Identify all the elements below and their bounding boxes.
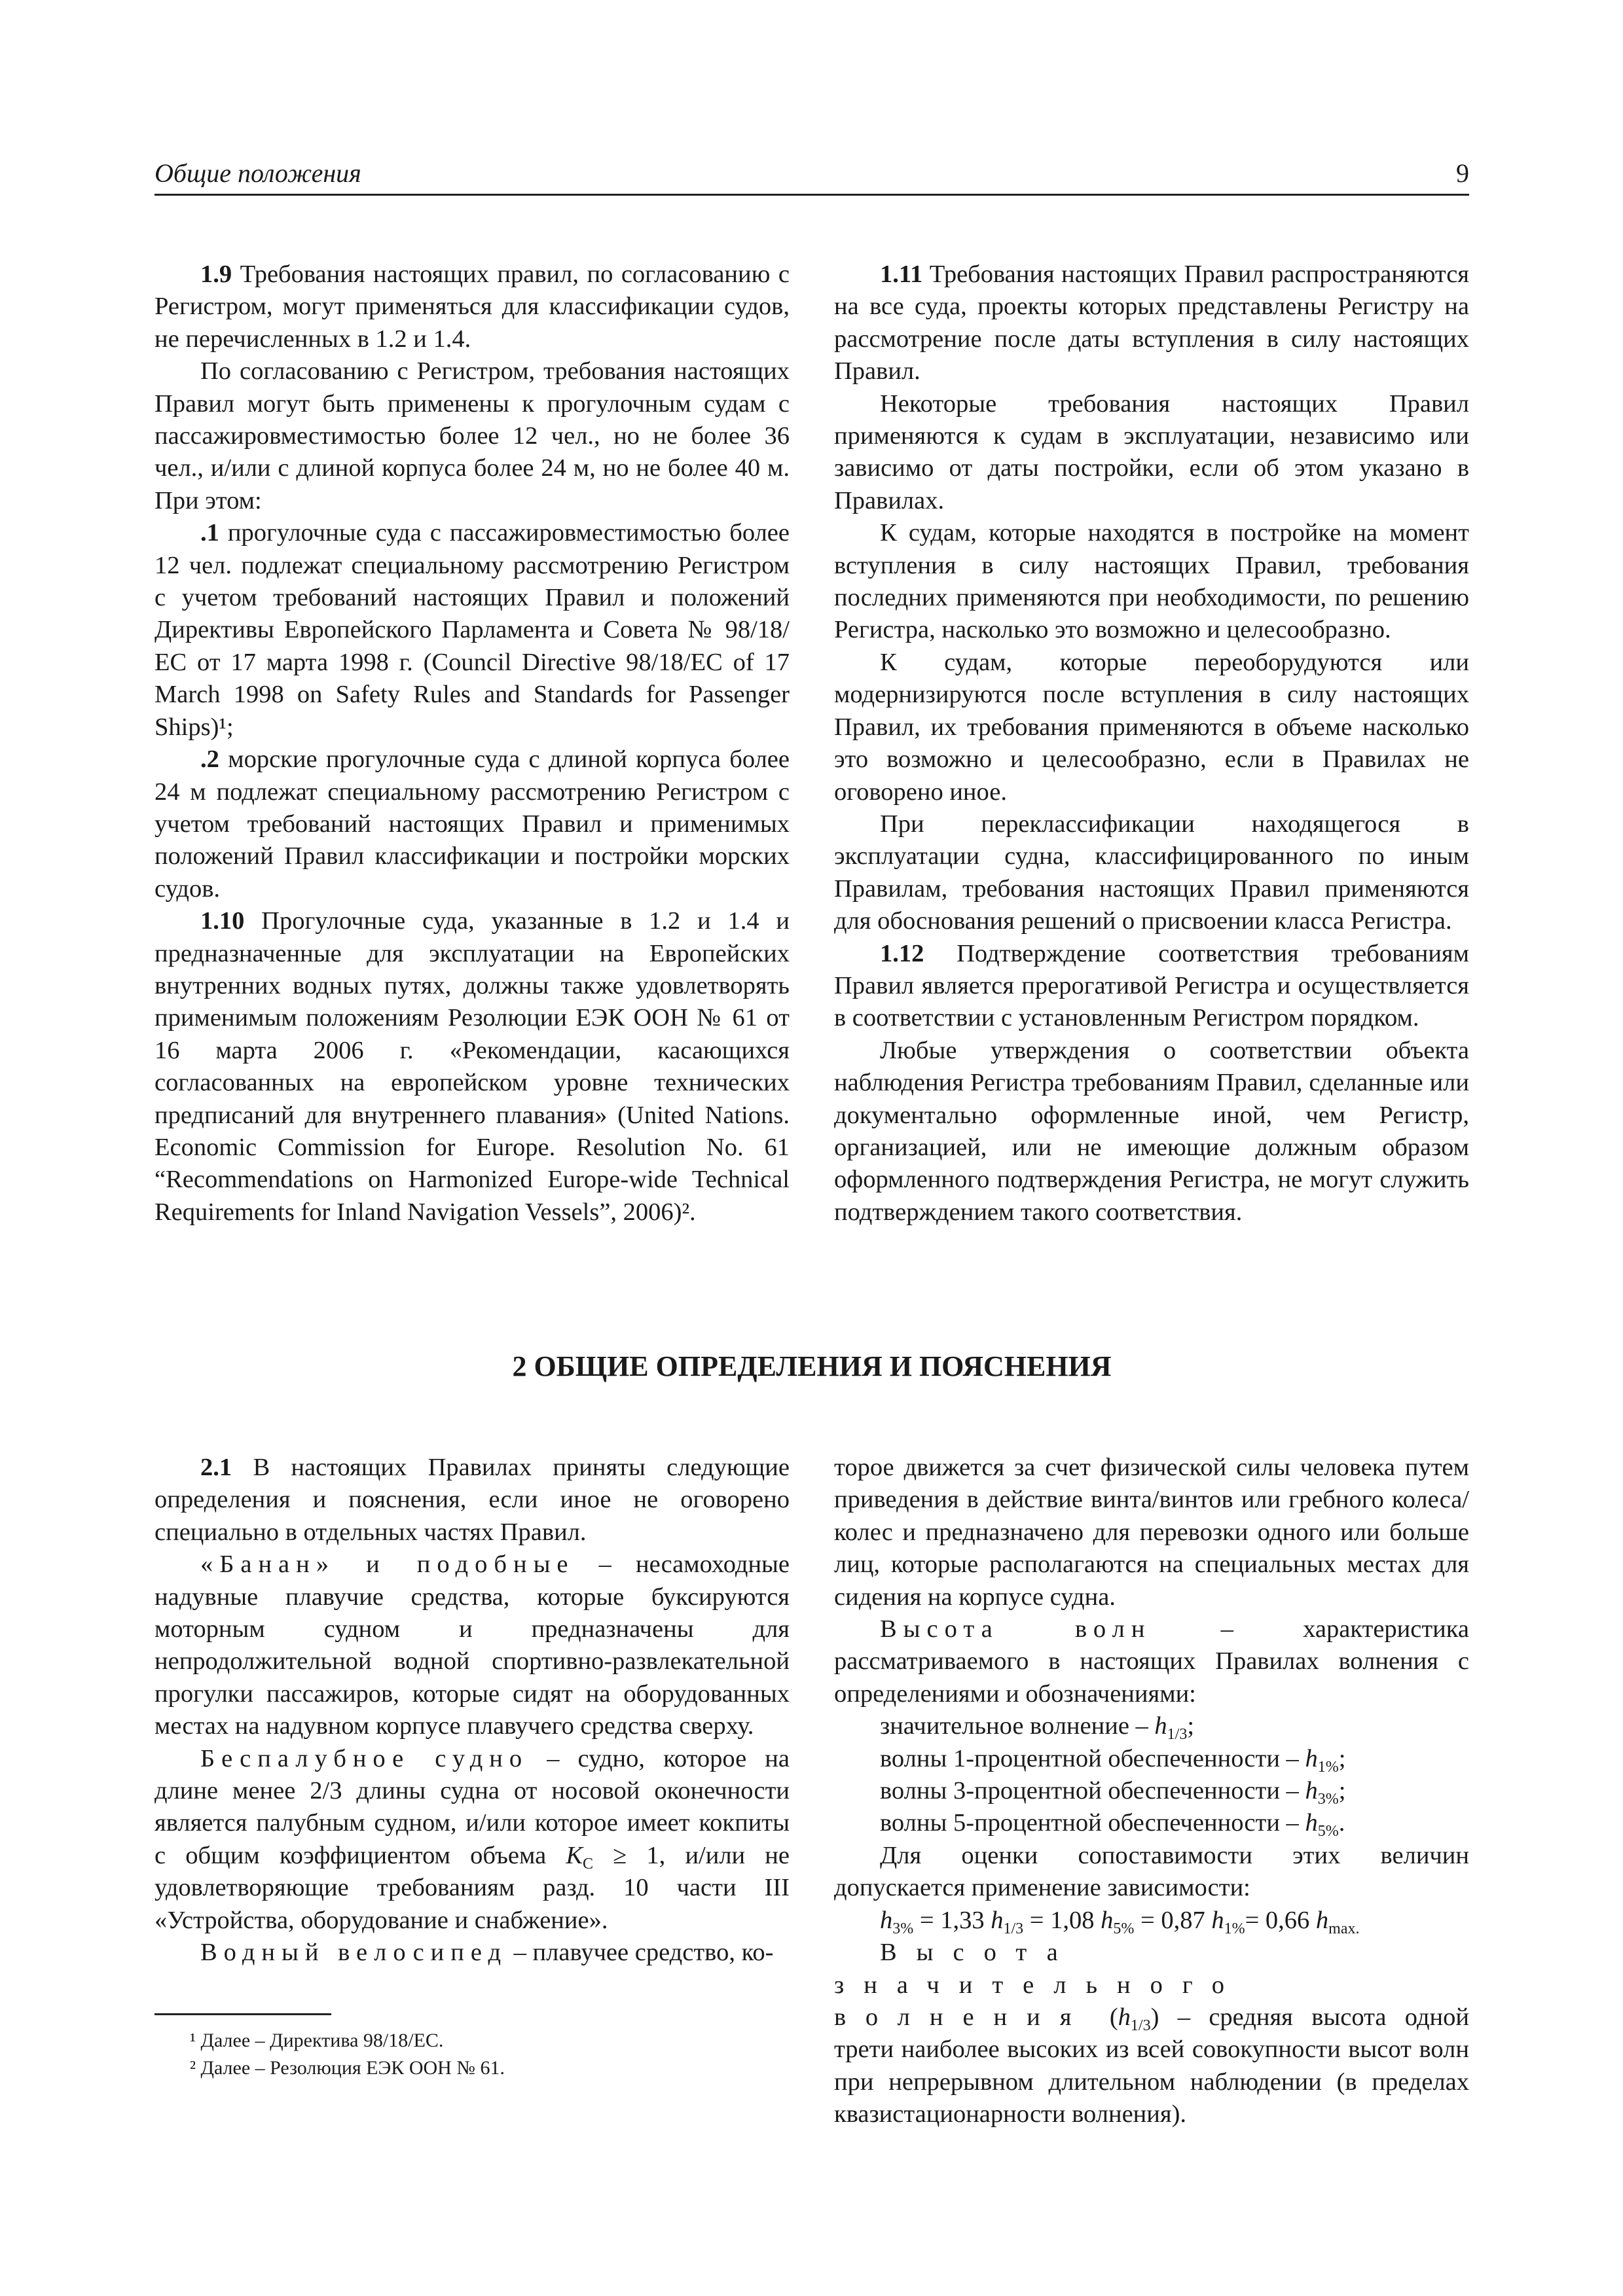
symbol-h: h <box>991 1906 1004 1934</box>
defined-term: Высота волн <box>880 1615 1152 1643</box>
paragraph-text: прогулочные суда с пассажировместимостью более 12 чел. подлежат специальному рассмотрению Регистром с учетом требований настоящих Правил и положений Директивы Европейского Парламента и Совета № 98/18/ЕС от 17 марта 1998 г. (Council Directive 98/18/EC of 17 March 1998 on Safety Rules and Standards for Passenger Ships)¹; <box>155 519 790 741</box>
clause-number: 1.12 <box>880 939 924 967</box>
symbol-h: h <box>1305 1777 1318 1805</box>
symbol-subscript: 5% <box>1317 1823 1339 1840</box>
paragraph-text: морские прогулочные суда с длиной корпуса более 24 м подлежат специальному рассмотрению Регистром с учетом требований настоящих Правил и применимых положений Правил классификации и постройки морских судов. <box>155 745 790 903</box>
definition-significant-wave: Высота значительного волнения $(h_{1/3})$ – средняя высота одной трети наиболее высоких из всей совокупности высот волн при непрерывном длительном наблюдении (в пределах квазистационарности волнения). <box>834 1939 1469 2128</box>
definition-text: – средняя высота одной трети наиболее высоких из всей совокупности высот волн при непрерывном длительном наблюдении (в пределах квазистационарности волнения). <box>834 2003 1469 2128</box>
item-number: .2 <box>200 745 219 774</box>
paragraph <box>834 647 1469 808</box>
list-text: волны 3-процентной обеспеченности – <box>880 1777 1305 1805</box>
list-punct: ; <box>1338 1744 1346 1772</box>
symbol-h: h <box>1211 1906 1224 1934</box>
wave-list-item <box>834 1743 1469 1775</box>
symbol-h: h <box>1154 1712 1167 1740</box>
paragraph-text: Прогулочные суда, указанные в 1.2 и 1.4 и предназначенные для эксплуатации на Европейских внутренних водных путях, должны также удовлетворять применимым положениям Резолюции ЕЭК ООН № 61 от 16 марта 2006 г. «Рекомендации, касающихся согласованных на европейском уровне технических предписаний для внутреннего плавания» (United Nations. Economic Commission for Europe. Resolution No. 61 “Recommendations on Harmonized Europe-wide Technical Requirements for Inland Navigation Vessels”, 2006)². <box>155 907 790 1226</box>
paragraph <box>834 1840 1469 1905</box>
right-column-upper <box>834 259 1469 1229</box>
definition-text: – плавучее средство, ко- <box>507 1939 774 1967</box>
symbol-subscript: 1% <box>1317 1758 1339 1776</box>
formula-relation: = 0,66 <box>1245 1906 1316 1934</box>
list-punct: ; <box>1187 1712 1195 1740</box>
wave-list-item <box>834 1710 1469 1742</box>
list-text: волны 1-процентной обеспеченности – <box>880 1744 1305 1772</box>
paragraph-text: Требования настоящих правил, по согласованию с Регистром, могут применяться для классификации судов, не перечисленных в 1.2 и 1.4. <box>155 260 790 353</box>
definition-wave-height <box>834 1613 1469 1710</box>
paragraph-text: При переклассификации находящегося в эксплуатации судна, классифицированного по иным Правилам, требования настоящих Правил применяются для обоснования решений о присвоении класса Регистра. <box>834 810 1469 935</box>
wave-list-item <box>834 1807 1469 1839</box>
paragraph-text: Требования настоящих Правил распространяются на все суда, проекты которых представлены Регистру на рассмотрение после даты вступления в силу настоящих Правил. <box>834 260 1469 386</box>
paragraph-text: Некоторые требования настоящих Правил применяются к судам в эксплуатации, независимо или зависимо от даты постройки, если об этом указано в Правилах. <box>834 389 1469 514</box>
paragraph <box>834 1035 1469 1229</box>
paragraph-1-10 <box>155 905 790 1229</box>
paragraph-1-9 <box>155 259 790 355</box>
symbol-h: h <box>1118 2003 1131 2031</box>
left-column-upper <box>155 259 790 1229</box>
paragraph <box>155 355 790 517</box>
defined-term: Беспалубное судно <box>200 1744 529 1772</box>
symbol-subscript: 5% <box>1113 1920 1135 1937</box>
symbol-subscript: 1/3 <box>1167 1726 1188 1744</box>
list-item-1 <box>155 517 790 744</box>
symbol-subscript: max. <box>1328 1920 1360 1937</box>
paragraph-text: Любые утверждения о соответствии объекта наблюдения Регистра требованиям Правил, сделанные или документально оформленные иной, чем Регистр, организацией, или не имеющие должным образом оформленного подтверждения Регистра, не могут служить подтверждением такого соответствия. <box>834 1036 1469 1226</box>
paragraph-text: Для оценки сопоставимости этих величин допускается применение зависимости: <box>834 1841 1469 1902</box>
section-heading: 2 ОБЩИЕ ОПРЕДЕЛЕНИЯ И ПОЯСНЕНИЯ <box>512 1350 1112 1382</box>
symbol-subscript: 3% <box>892 1920 914 1937</box>
symbol-subscript: C <box>583 1855 594 1873</box>
footnote-separator <box>155 2013 331 2015</box>
definition-banan <box>155 1549 790 1742</box>
clause-number: 1.9 <box>200 260 232 288</box>
header-title: Общие положения <box>155 158 361 188</box>
paragraph-text: В настоящих Правилах приняты следующие определения и пояснения, если иное не оговорено специально в отдельных частях Правил. <box>155 1454 790 1546</box>
paragraph-text: К судам, которые находятся в постройке на момент вступления в силу настоящих Правил, требования последних применяются при необходимости, по решению Регистра, насколько это возможно и целесообразно. <box>834 519 1469 644</box>
definition-text: – судно, которое на длине менее 2/3 длины судна от носовой оконечности является палубным судном, и/или которое имеет кокпиты с общим коэффициентом объема <box>155 1744 790 1869</box>
formula-relation: = 1,08 <box>1023 1906 1101 1934</box>
formula-relation: = 1,33 <box>913 1906 991 1934</box>
symbol-h: h <box>1305 1744 1318 1772</box>
footnote-1: ¹ Далее – Директива 98/18/ЕС. <box>190 2030 444 2051</box>
clause-number: 1.11 <box>880 260 923 288</box>
running-header <box>155 154 1469 196</box>
paragraph-continuation <box>834 1452 1469 1613</box>
paragraph-text: Подтверждение соответствия требованиям Правил является прерогативой Регистра и осуществляется в соответствии с установленным Регистром порядком. <box>834 939 1469 1032</box>
paragraph-2-1 <box>155 1452 790 1549</box>
list-text: волны 5-процентной обеспеченности – <box>880 1809 1305 1837</box>
page-number: 9 <box>1456 158 1469 188</box>
wave-list-item <box>834 1775 1469 1807</box>
symbol-subscript: 1% <box>1224 1920 1245 1937</box>
symbol-subscript: 1/3 <box>1130 2017 1151 2034</box>
clause-number: 2.1 <box>200 1454 232 1481</box>
paragraph <box>834 517 1469 647</box>
formula-relation: = 0,87 <box>1134 1906 1212 1934</box>
symbol-h: h <box>1305 1809 1318 1837</box>
formula <box>834 1905 1469 1937</box>
symbol-h: h <box>1101 1906 1114 1934</box>
symbol-subscript: 3% <box>1317 1791 1339 1808</box>
symbol-h: h <box>880 1906 893 1934</box>
list-item-2 <box>155 744 790 905</box>
definition-bespalubnoe <box>155 1743 790 1937</box>
defined-term: Высота значительного волнения <box>834 1939 1244 2031</box>
definition-text: – несамоходные надувные плавучие средства, которые буксируются моторным судном и предназначены для непродолжительной водной спортивно-развлекательной прогулки пассажиров, которые сидят на оборудованных местах на надувном корпусе плавучего средства сверху. <box>155 1551 790 1740</box>
paragraph-1-11 <box>834 259 1469 388</box>
paragraph-1-12 <box>834 938 1469 1035</box>
list-punct: ; <box>1338 1777 1346 1805</box>
paragraph <box>834 388 1469 518</box>
left-column-lower <box>155 1452 790 1969</box>
clause-number: 1.10 <box>200 907 245 935</box>
definition-vodny-velosiped <box>155 1937 790 1969</box>
right-column-lower <box>834 1452 1469 2131</box>
paragraph <box>834 808 1469 938</box>
definition-text: ≥ 1, и/или не удовлетворяющие требованиям разд. 10 части III «Устройства, оборудование и снабжение». <box>155 1841 790 1934</box>
paragraph-text: торое движется за счет физической силы человека путем приведения в действие винта/винтов или гребного колеса/колес и предназначено для перевозки одного или больше лиц, которые располагаются на специальных местах для сидения на корпусе судна. <box>834 1454 1469 1611</box>
symbol-k: K <box>566 1841 583 1869</box>
footnote-2: ² Далее – Резолюция ЕЭК ООН № 61. <box>190 2057 505 2079</box>
defined-term: Водный велосипед <box>200 1939 508 1967</box>
list-punct: . <box>1338 1809 1345 1837</box>
list-text: значительное волнение – <box>880 1712 1155 1740</box>
paragraph-text: К судам, которые переоборудуются или модернизируются после вступления в силу настоящих Правил, их требования применяются в объеме насколько это возможно и целесообразно, если в Правилах не оговорено иное. <box>834 648 1469 806</box>
defined-term: «Банан» и подобные <box>200 1551 575 1579</box>
item-number: .1 <box>200 519 219 547</box>
paragraph-text: По согласованию с Регистром, требования настоящих Правил могут быть применены к прогулочным судам с пассажировместимостью более 12 чел., но не более 36 чел., и/или с длиной корпуса более 24 м, но не более 40 м. При этом: <box>155 357 790 514</box>
symbol-h: h <box>1315 1906 1329 1934</box>
symbol-subscript: 1/3 <box>1003 1920 1024 1937</box>
definition-text: – характеристика рассматриваемого в настоящих Правилах волнения с определениями и обозначениями: <box>834 1615 1469 1708</box>
